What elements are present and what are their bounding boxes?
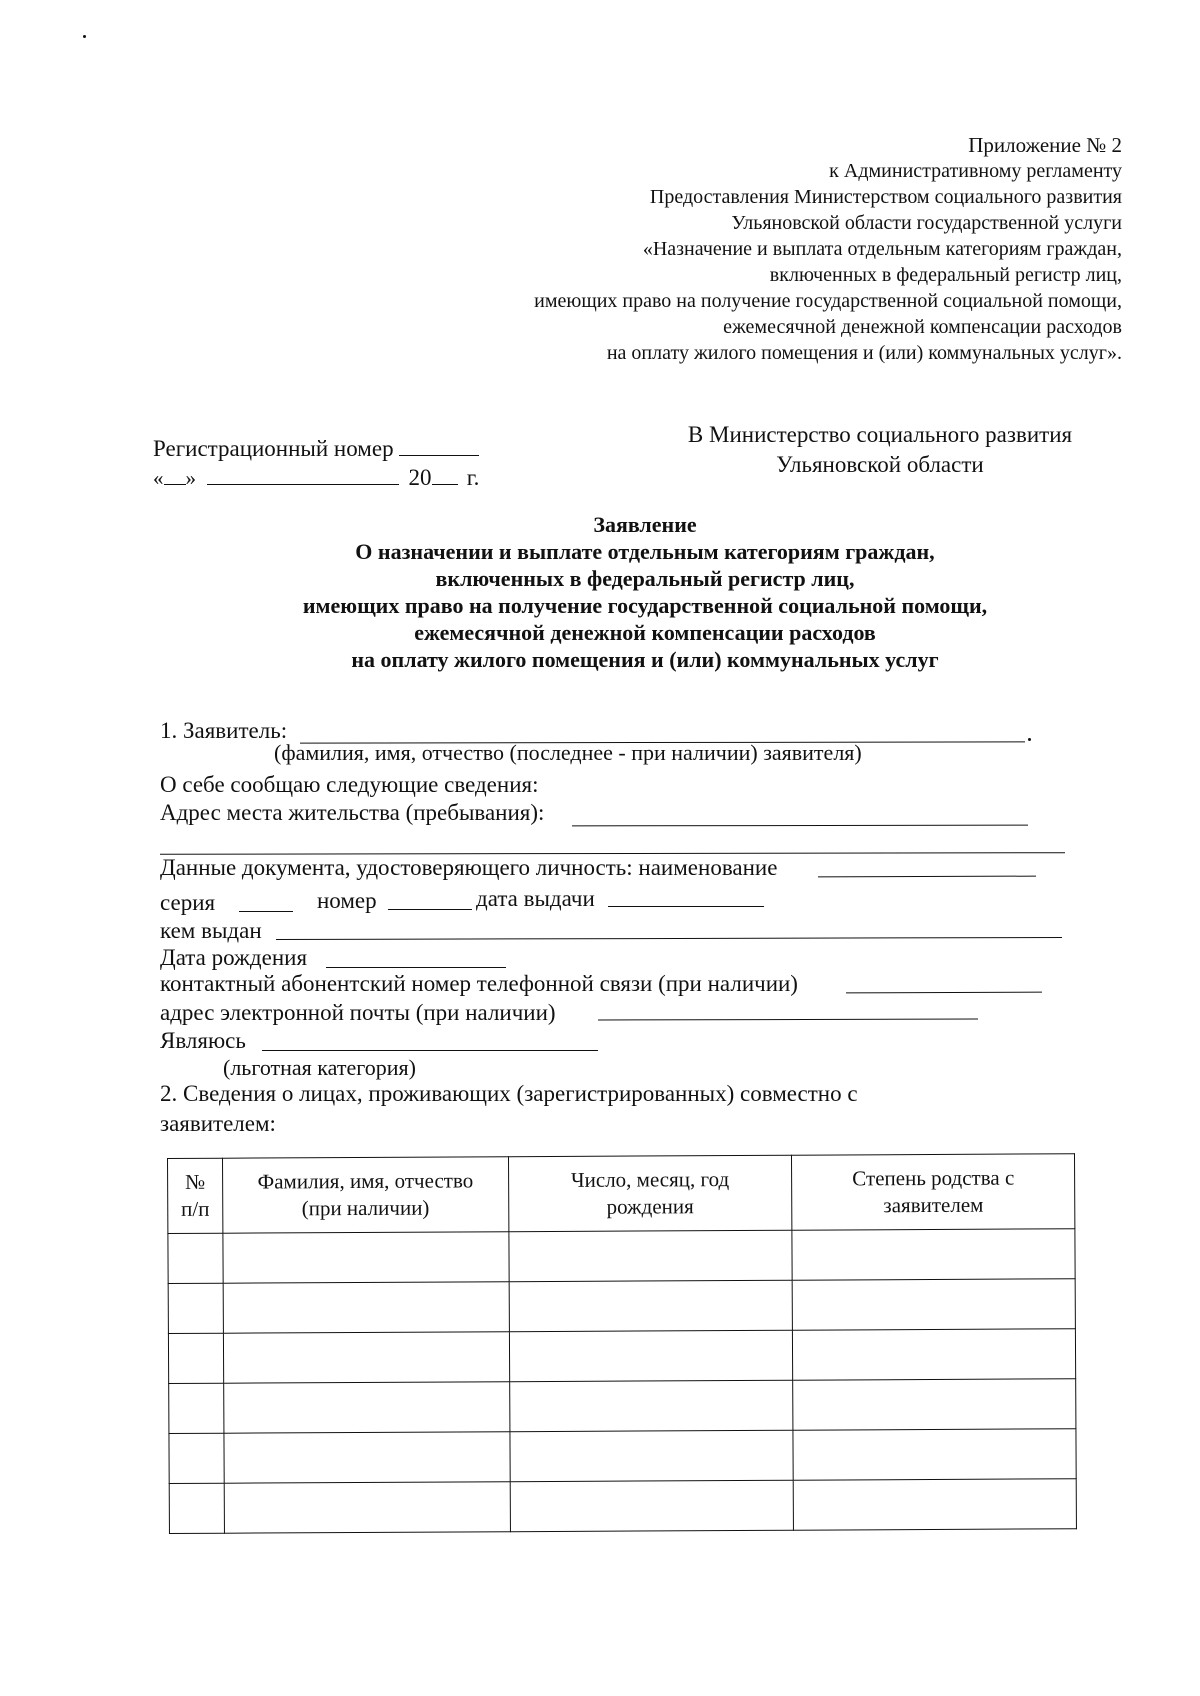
table-cell[interactable] <box>509 1230 793 1281</box>
appendix-line: на оплату жилого помещения и (или) коммунальных услуг». <box>606 342 1122 364</box>
issue-date-label: дата выдачи <box>476 886 595 911</box>
email-field[interactable] <box>598 1019 978 1021</box>
table-cell[interactable] <box>224 1482 510 1533</box>
number-field[interactable] <box>388 909 472 910</box>
phone-label: контактный абонентский номер телефонной связи (при наличии) <box>160 971 798 996</box>
table-cell[interactable] <box>792 1279 1075 1330</box>
series-label: серия <box>160 890 216 915</box>
number-label: номер <box>317 888 377 913</box>
table-cell[interactable] <box>793 1479 1076 1530</box>
registration-year-field[interactable] <box>432 464 458 485</box>
recipient-line: В Министерство социального развития <box>687 422 1073 447</box>
date-quote-open: « <box>153 466 164 490</box>
year-prefix: 20 <box>408 465 432 490</box>
cohabitants-table <box>167 1153 1077 1534</box>
appendix-line: Предоставления Министерством социального развития <box>649 186 1122 208</box>
col-header-full-name: Фамилия, имя, отчество (при наличии) <box>222 1157 508 1233</box>
recipient-block <box>640 420 1120 480</box>
year-suffix: г. <box>466 465 480 490</box>
registration-number <box>153 433 479 464</box>
scan-speck <box>83 35 86 38</box>
table-row <box>168 1229 1075 1284</box>
registration-number-field[interactable] <box>399 435 479 456</box>
category-label: Являюсь <box>160 1028 246 1053</box>
birth-date-label: Дата рождения <box>160 945 308 970</box>
about-self: О себе сообщаю следующие сведения: <box>160 772 539 797</box>
title-line: на оплату жилого помещения и (или) коммунальных услуг <box>351 647 939 672</box>
title-line: О назначении и выплате отдельным категориям граждан, <box>355 539 935 564</box>
recipient-line: Ульяновской области <box>776 452 984 477</box>
table-cell[interactable] <box>793 1329 1076 1380</box>
table-cell[interactable] <box>224 1382 510 1433</box>
registration-date <box>153 462 479 494</box>
table-row <box>168 1329 1075 1384</box>
series-field[interactable] <box>239 911 293 912</box>
phone-field[interactable] <box>846 992 1042 994</box>
address-label: Адрес места жительства (пребывания): <box>160 800 545 825</box>
table-cell[interactable] <box>224 1432 510 1483</box>
title-heading: Заявление <box>593 512 697 537</box>
table-cell[interactable] <box>169 1483 224 1533</box>
title-line: включенных в федеральный регистр лиц, <box>435 566 855 591</box>
appendix-line: ежемесячной денежной компенсации расходов <box>723 316 1122 338</box>
registration-day-field[interactable] <box>164 464 186 485</box>
registration-month-field[interactable] <box>207 464 399 485</box>
table-cell[interactable] <box>223 1282 509 1333</box>
table-cell[interactable] <box>793 1379 1076 1430</box>
applicant-hint: (фамилия, имя, отчество (последнее - при наличии) заявителя) <box>274 740 862 765</box>
date-quote-close: » <box>185 466 196 490</box>
cohabitants-heading-cont: заявителем: <box>160 1111 276 1136</box>
address-field[interactable] <box>572 825 1028 827</box>
table-row <box>168 1279 1075 1334</box>
id-document-name-field[interactable] <box>818 876 1036 878</box>
table-cell[interactable] <box>168 1283 223 1333</box>
table-cell[interactable] <box>509 1380 793 1431</box>
table-cell[interactable] <box>510 1430 794 1481</box>
table-cell[interactable] <box>223 1332 509 1383</box>
table-row <box>169 1429 1076 1484</box>
document-title <box>150 511 1140 673</box>
applicant-end-dot <box>1028 738 1031 741</box>
birth-date-field[interactable] <box>326 967 506 968</box>
appendix-header <box>534 132 1122 366</box>
table-cell[interactable] <box>223 1232 509 1283</box>
title-line: имеющих право на получение государственной социальной помощи, <box>302 593 988 618</box>
issued-by-field[interactable] <box>276 937 1062 940</box>
table-cell[interactable] <box>168 1233 223 1283</box>
appendix-line: Ульяновской области государственной услуги <box>731 212 1122 234</box>
appendix-line: к Административному регламенту <box>829 160 1122 182</box>
issued-by-label: кем выдан <box>160 918 262 943</box>
table-cell[interactable] <box>168 1333 223 1383</box>
email-label: адрес электронной почты (при наличии) <box>160 1000 556 1025</box>
issue-date-field[interactable] <box>608 906 764 907</box>
appendix-line: Приложение № 2 <box>968 133 1122 157</box>
table-header-row <box>168 1154 1075 1234</box>
appendix-line: имеющих право на получение государственной социальной помощи, <box>534 290 1122 312</box>
col-header-birth-date: Число, месяц, год рождения <box>508 1155 792 1231</box>
appendix-line: включенных в федеральный регистр лиц, <box>769 264 1122 286</box>
col-header-relationship: Степень родства с заявителем <box>792 1154 1075 1230</box>
col-header-number: № п/п <box>168 1158 223 1233</box>
category-hint: (льготная категория) <box>223 1055 416 1080</box>
table-row <box>169 1379 1076 1434</box>
applicant-label: 1. Заявитель: <box>160 718 288 743</box>
cohabitants-heading: 2. Сведения о лицах, проживающих (зарегистрированных) совместно с <box>160 1081 858 1106</box>
table-row <box>169 1479 1076 1534</box>
category-field[interactable] <box>262 1050 598 1051</box>
appendix-line: «Назначение и выплата отдельным категориям граждан, <box>642 238 1122 260</box>
table-cell[interactable] <box>510 1480 794 1531</box>
table-cell[interactable] <box>509 1330 793 1381</box>
registration-number-label: Регистрационный номер <box>153 436 394 461</box>
table-cell[interactable] <box>169 1433 224 1483</box>
table-cell[interactable] <box>509 1280 793 1331</box>
table-cell[interactable] <box>792 1229 1075 1280</box>
id-document-label: Данные документа, удостоверяющего личность: наименование <box>160 855 778 880</box>
table-cell[interactable] <box>169 1383 224 1433</box>
title-line: ежемесячной денежной компенсации расходов <box>414 620 876 645</box>
applicant-row <box>160 718 287 744</box>
table-cell[interactable] <box>793 1429 1076 1480</box>
